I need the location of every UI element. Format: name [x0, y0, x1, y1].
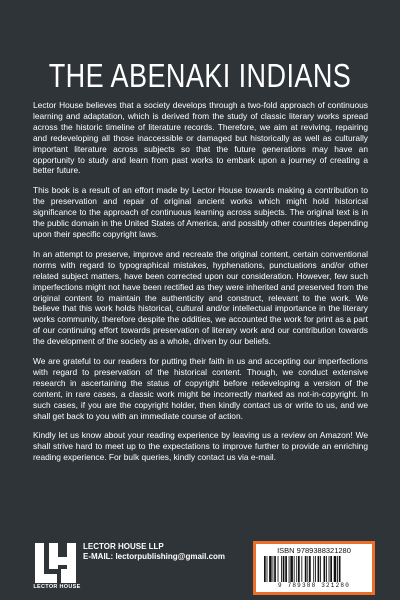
paragraph-gratitude: We are grateful to our readers for putting their faith in us and accepting our imperfections with regard to preservation of the historical content. Though, we conduct extensive research in ascertaining the status of copyright before redeveloping a version of the content, in rare cases, a classic work might be incorrectly marked as not-in-copyright. In such cases, if you are the copyright holder, then kindly contact us or write to us, and we shall get back to you with an immediate course of action.	[33, 356, 368, 421]
barcode-bar	[267, 556, 268, 582]
barcode-bar	[318, 556, 320, 582]
barcode-bar	[298, 556, 300, 582]
paragraph-review-request: Kindly let us know about your reading experience by leaving us a review on Amazon! We shall strive hard to meet up to the expectations to improve further to provide an enriching reading experience. For bulk queries, kindly contact us via e-mail.	[33, 430, 368, 463]
barcode-bar	[264, 556, 266, 582]
barcode-bar	[324, 556, 326, 582]
paragraph-preservation: In an attempt to preserve, improve and recreate the original content, certain conventional norms with regard to typographical mistakes, hyphenations, punctuations and/or other related subject matters, have been corrected upon our consideration. However, few such imperfections might not have been rectified as they were inherited and preserved from the original content to maintain the authenticity and construct, relevant to the work. We believe that this work holds historical, cultural and/or intellectual importance in the literary works community, therefore despite the oddities, we accounted the work for print as a part of our continuing effort towards preservation of literary work and our contribution towards the development of the society as a whole, driven by our beliefs.	[33, 248, 368, 347]
barcode-bar	[326, 556, 327, 582]
barcode-bar	[301, 556, 302, 582]
footer	[33, 541, 373, 597]
publisher-name: LECTOR HOUSE LLP	[83, 542, 164, 551]
barcode-bar	[296, 556, 297, 582]
barcode-bar	[337, 556, 338, 582]
isbn-label: ISBN 9789388321280	[277, 546, 351, 555]
barcode-bar	[320, 556, 321, 582]
barcode-bar	[309, 556, 311, 582]
barcode-bar	[289, 556, 290, 582]
barcode-bar	[278, 556, 279, 582]
paragraph-about-book: This book is a result of an effort made by Lector House towards making a contribution to the preservation and repair of original ancient works which might hold historical significance to the approach of continuous learning across subjects. The original text is in the public domain in the United States of America, and possibly other countries depending upon their specific copyright laws.	[33, 185, 368, 239]
barcode-digits: 9 789388 321280	[277, 582, 350, 589]
barcode-bar	[274, 556, 276, 582]
barcode-bars	[262, 556, 366, 582]
barcode-bar	[290, 556, 293, 582]
barcode-bar	[329, 556, 330, 582]
publisher-email: E-MAIL: lectorpublishing@gmail.com	[83, 552, 226, 561]
book-title: THE ABENAKI INDIANS	[48, 57, 352, 94]
barcode-bar	[269, 556, 272, 582]
lector-house-logo-icon	[33, 541, 79, 585]
publisher-logo	[33, 541, 79, 593]
barcode-bar	[283, 556, 285, 582]
barcode-bar	[305, 556, 307, 582]
barcode-bar	[334, 556, 337, 582]
barcode-bar	[313, 556, 314, 582]
barcode-bar	[281, 556, 282, 582]
barcode-bar	[330, 556, 332, 582]
back-cover-text	[33, 100, 368, 472]
paragraph-intro: Lector House believes that a society develops through a two-fold approach of continuous learning and adaptation, which is derived from the study of classic literary works spread across the historic timeline of literature records. Therefore, we aim at reviving, repairing and redeveloping all those inaccessible or damaged but historically as well as culturally important literature across subjects so that the future generations may have an opportunity to study and learn from past works to embark upon a journey of creating a better future.	[33, 100, 368, 176]
barcode-bar	[339, 556, 341, 582]
publisher-info	[83, 542, 225, 562]
logo-text: LECTOR HOUSE	[33, 584, 81, 590]
barcode-bar	[294, 556, 295, 582]
barcode-bar	[285, 556, 287, 582]
barcode-bar	[273, 556, 274, 582]
barcode-bar	[315, 556, 316, 582]
isbn-barcode	[253, 541, 375, 595]
barcode-bar	[307, 556, 308, 582]
